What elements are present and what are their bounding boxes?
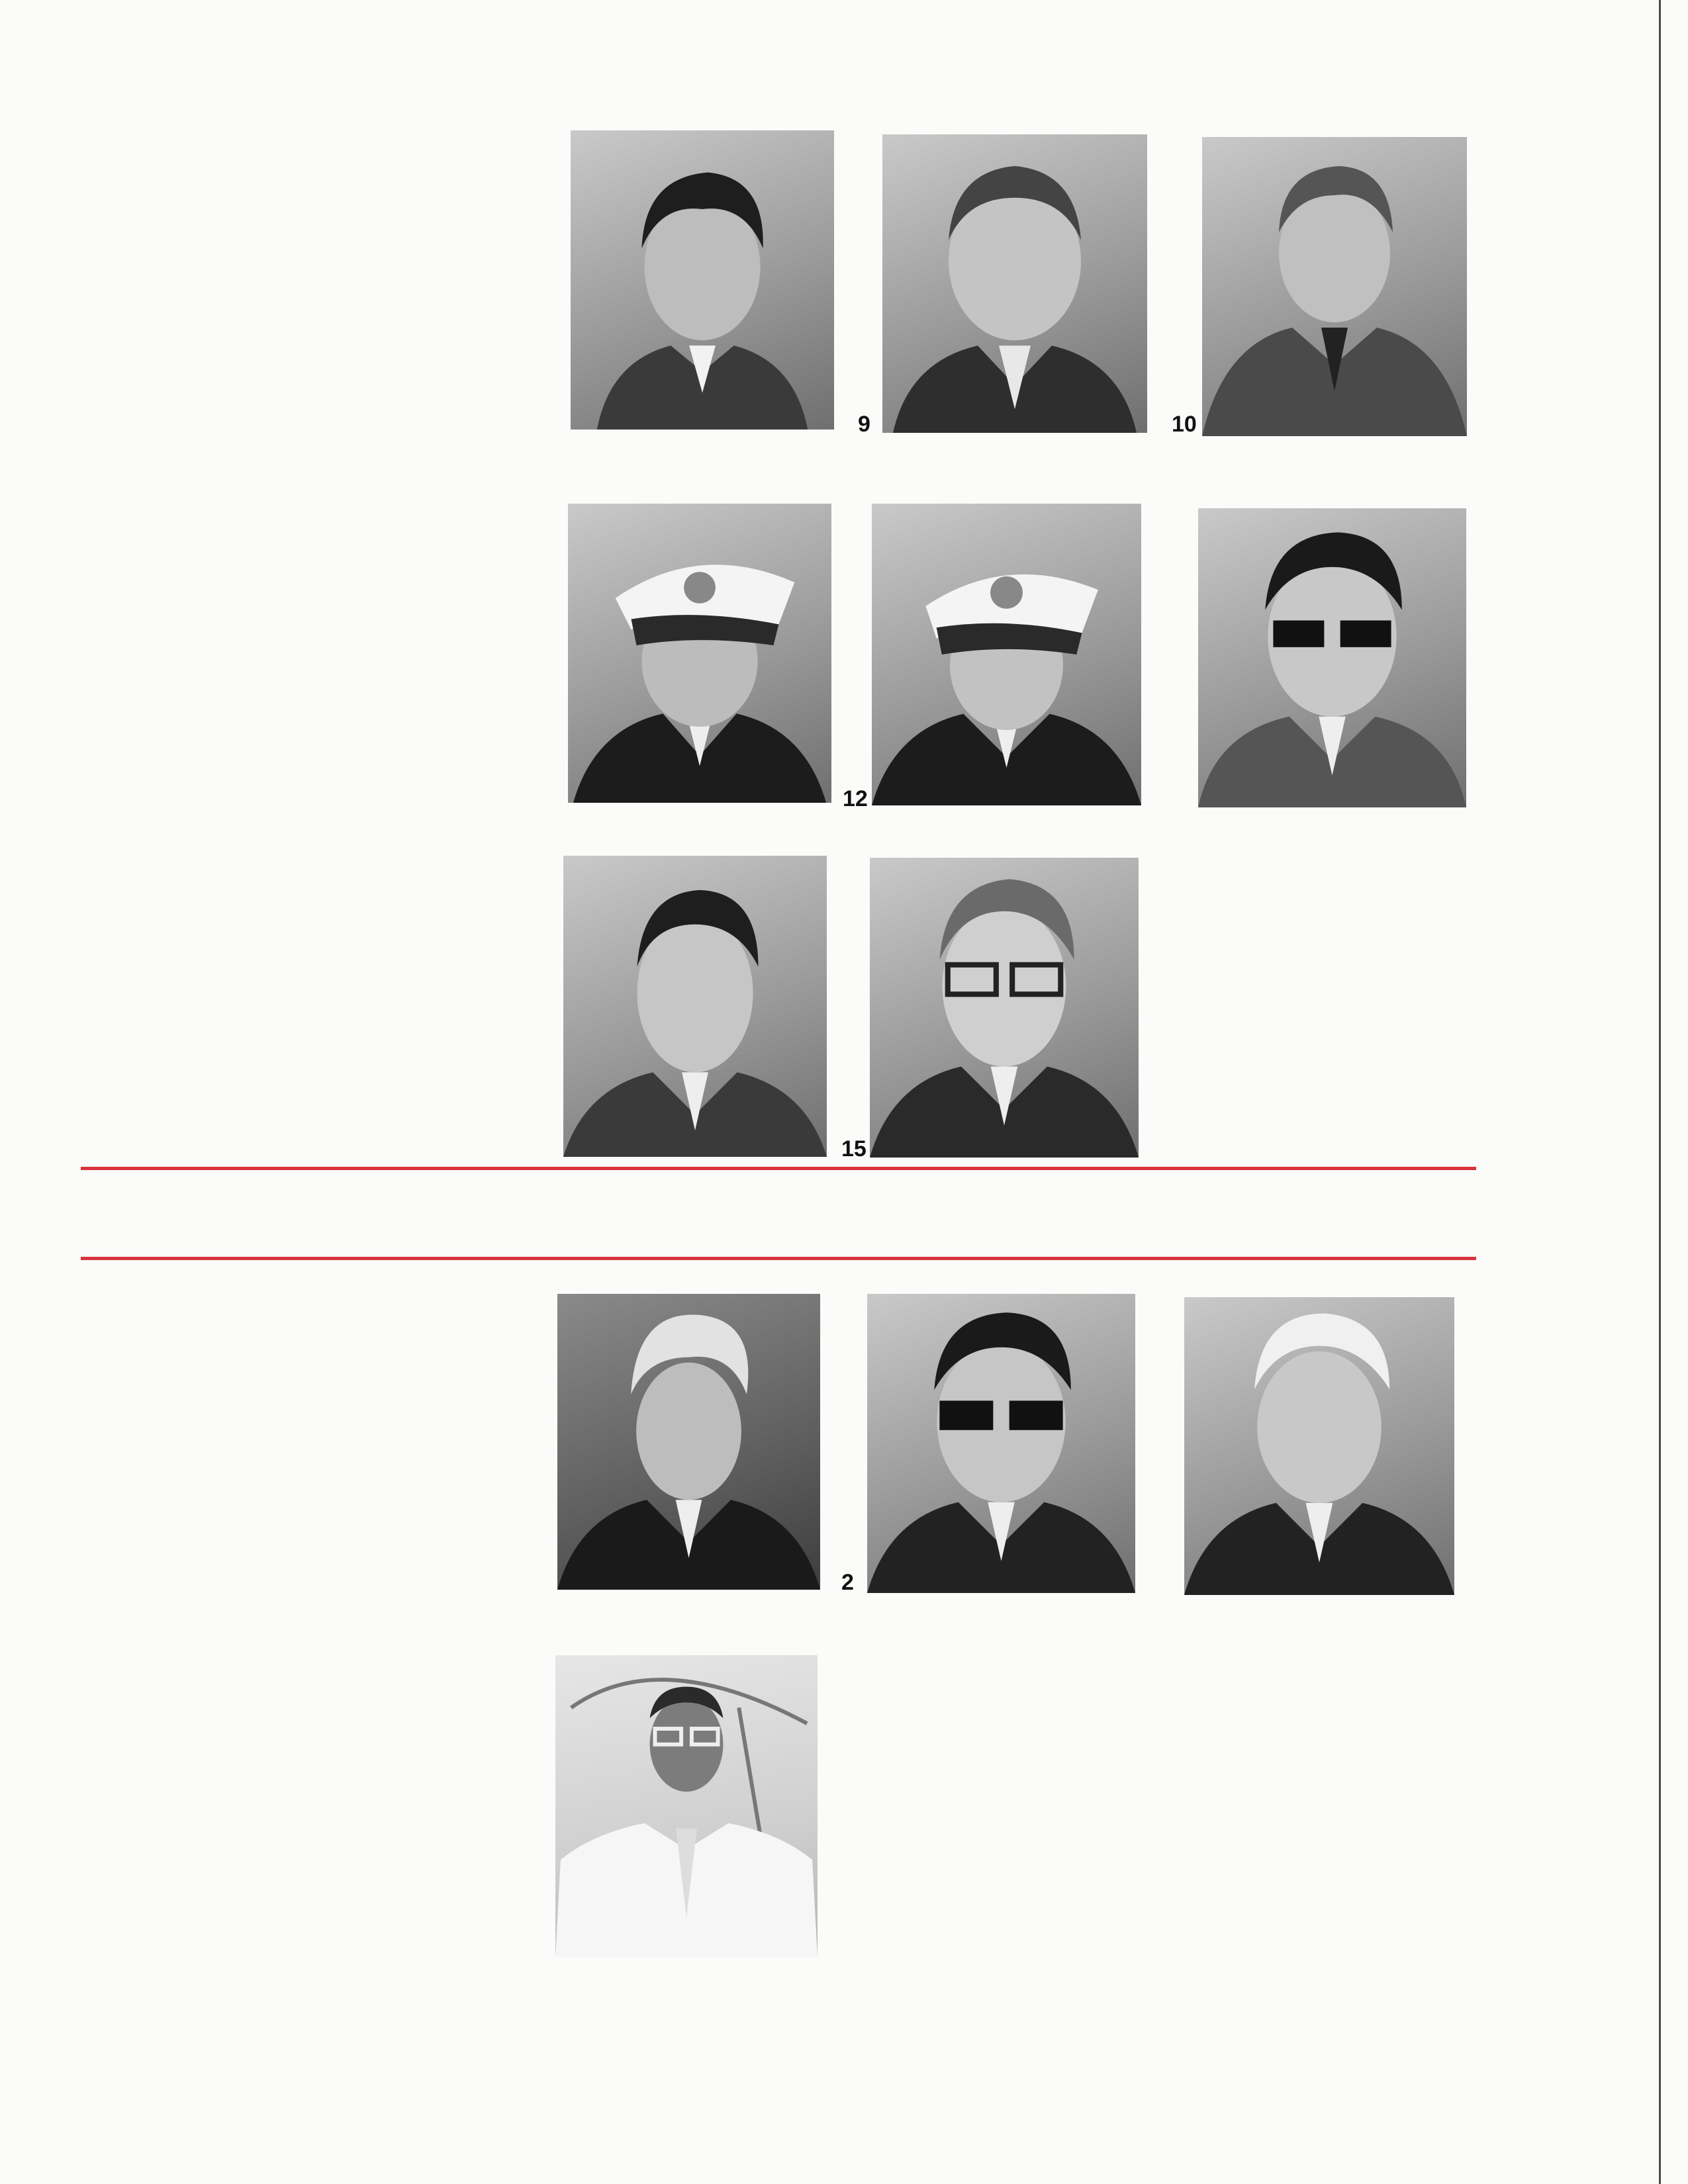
officer-portrait-icon [1202,137,1467,436]
portrait-photo-1 [571,130,834,430]
portrait-photo-6 [1198,508,1466,807]
naval-officer-portrait-icon [568,504,831,803]
man-portrait-icon [563,856,827,1157]
man-portrait-icon [1184,1297,1454,1595]
photo-number: 2 [841,1570,854,1595]
officer-portrait-icon [882,134,1147,433]
section-divider-top [81,1167,1476,1170]
portrait-photo-5 [872,504,1141,805]
man-portrait-icon [571,130,834,430]
portrait-photo-10 [867,1294,1135,1593]
portrait-photo-7 [563,856,827,1157]
portrait-photo-8 [870,858,1139,1158]
portrait-photo-2 [882,134,1147,433]
photo-number: 10 [1172,412,1197,437]
naval-officer-portrait-icon [872,504,1141,805]
page-edge [1659,0,1661,2184]
portrait-photo-4 [568,504,831,803]
portrait-photo-3 [1202,137,1467,436]
photo-number: 12 [843,786,868,811]
section-divider-bottom [81,1257,1476,1260]
man-glasses-portrait-icon [1198,508,1466,807]
man-portrait-icon [557,1294,820,1590]
portrait-photo-12 [555,1655,818,1957]
man-glasses-portrait-icon [867,1294,1135,1593]
man-shirt-portrait-icon [555,1655,818,1957]
photo-number: 15 [841,1136,867,1161]
photo-number: 9 [858,412,870,437]
man-glasses-portrait-icon [870,858,1139,1158]
portrait-photo-9 [557,1294,820,1590]
portrait-photo-11 [1184,1297,1454,1595]
